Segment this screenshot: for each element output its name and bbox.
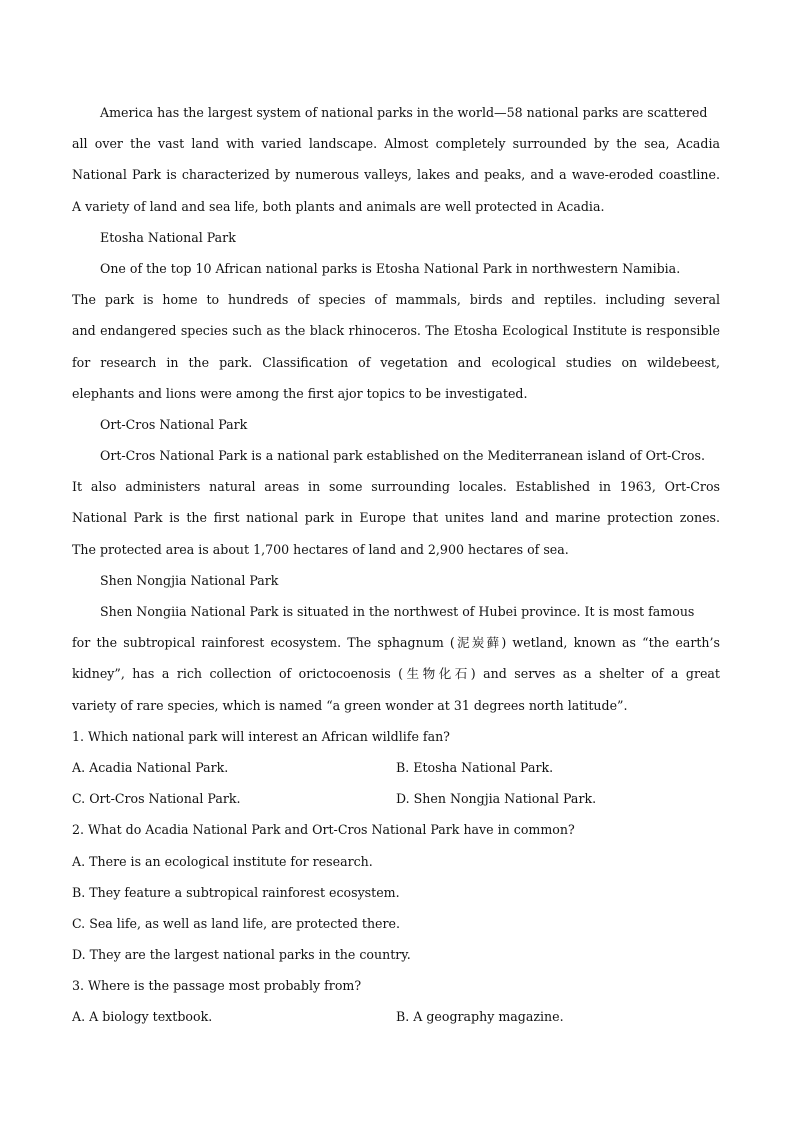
- paragraph-line: Ort-Cros National Park is a national park established on the Mediterranean island of Ort-Cros.: [100, 448, 705, 464]
- paragraph-line: variety of rare species, which is named “a green wonder at 31 degrees north latitude”.: [72, 697, 628, 713]
- option-row: [72, 1001, 722, 1032]
- option-b: B. They feature a subtropical rainforest ecosystem.: [72, 884, 400, 900]
- question-1: [72, 721, 722, 815]
- option-b: B. Etosha National Park.: [396, 759, 554, 775]
- option-d: D. They are the largest national parks in the country.: [72, 947, 411, 963]
- paragraph-line: all over the vast land with varied landscape. Almost completely surrounded by the sea, Acadia: [72, 136, 720, 152]
- paragraph-line: kidney”, has a rich collection of orictocoenosis (生物化石) and serves as a shelter of a great: [72, 666, 720, 682]
- option-row: [72, 783, 722, 814]
- option-a: A. A biology textbook.: [72, 1009, 213, 1025]
- shennongjia-paragraph: [72, 596, 722, 721]
- intro-paragraph: [72, 97, 722, 222]
- paragraph-line: and endangered species such as the black rhinoceros. The Etosha Ecological Institute is responsible: [72, 323, 720, 339]
- paragraph-line: One of the top 10 African national parks is Etosha National Park in northwestern Namibia.: [100, 260, 681, 276]
- section-heading-etosha: Etosha National Park: [100, 229, 236, 245]
- ortcros-paragraph: [72, 440, 722, 565]
- question-stem: 3. Where is the passage most probably from?: [72, 978, 362, 994]
- section-heading-shennongjia: Shen Nongjia National Park: [100, 572, 279, 588]
- question-2: [72, 814, 722, 970]
- question-stem: 2. What do Acadia National Park and Ort-Cros National Park have in common?: [72, 822, 575, 838]
- option-c: C. Ort-Cros National Park.: [72, 791, 241, 807]
- question-3: [72, 970, 722, 1032]
- paragraph-line: America has the largest system of national parks in the world—58 national parks are scattered: [100, 105, 708, 120]
- section-heading-ortcros: Ort-Cros National Park: [100, 416, 248, 432]
- option-c: C. Sea life, as well as land life, are protected there.: [72, 915, 400, 931]
- option-b: B. A geography magazine.: [396, 1009, 564, 1025]
- paragraph-line: National Park is the first national park in Europe that unites land and marine protection zones.: [72, 510, 720, 526]
- paragraph-line: for research in the park. Classification of vegetation and ecological studies on wildebeest,: [72, 354, 720, 370]
- paragraph-line: The park is home to hundreds of species of mammals, birds and reptiles. including several: [72, 292, 720, 308]
- option-d: D. Shen Nongjia National Park.: [396, 791, 597, 807]
- paragraph-line: The protected area is about 1,700 hectares of land and 2,900 hectares of sea.: [72, 541, 569, 557]
- paragraph-line: elephants and lions were among the first ajor topics to be investigated.: [72, 385, 528, 401]
- etosha-paragraph: [72, 253, 722, 409]
- paragraph-line: It also administers natural areas in some surrounding locales. Established in 1963, Ort-Cros: [72, 479, 720, 495]
- paragraph-line: for the subtropical rainforest ecosystem. The sphagnum (泥炭藓) wetland, known as “the earth’s: [72, 635, 720, 651]
- paragraph-line: Shen Nongiia National Park is situated in the northwest of Hubei province. It is most famous: [100, 604, 695, 619]
- option-a: A. Acadia National Park.: [72, 759, 229, 775]
- paragraph-line: National Park is characterized by numerous valleys, lakes and peaks, and a wave-eroded coastline.: [72, 167, 720, 183]
- option-row: [72, 752, 722, 783]
- question-stem: 1. Which national park will interest an African wildlife fan?: [72, 728, 450, 744]
- option-a: A. There is an ecological institute for research.: [72, 853, 373, 869]
- document-page: [72, 97, 722, 1033]
- paragraph-line: A variety of land and sea life, both plants and animals are well protected in Acadia.: [72, 198, 605, 214]
